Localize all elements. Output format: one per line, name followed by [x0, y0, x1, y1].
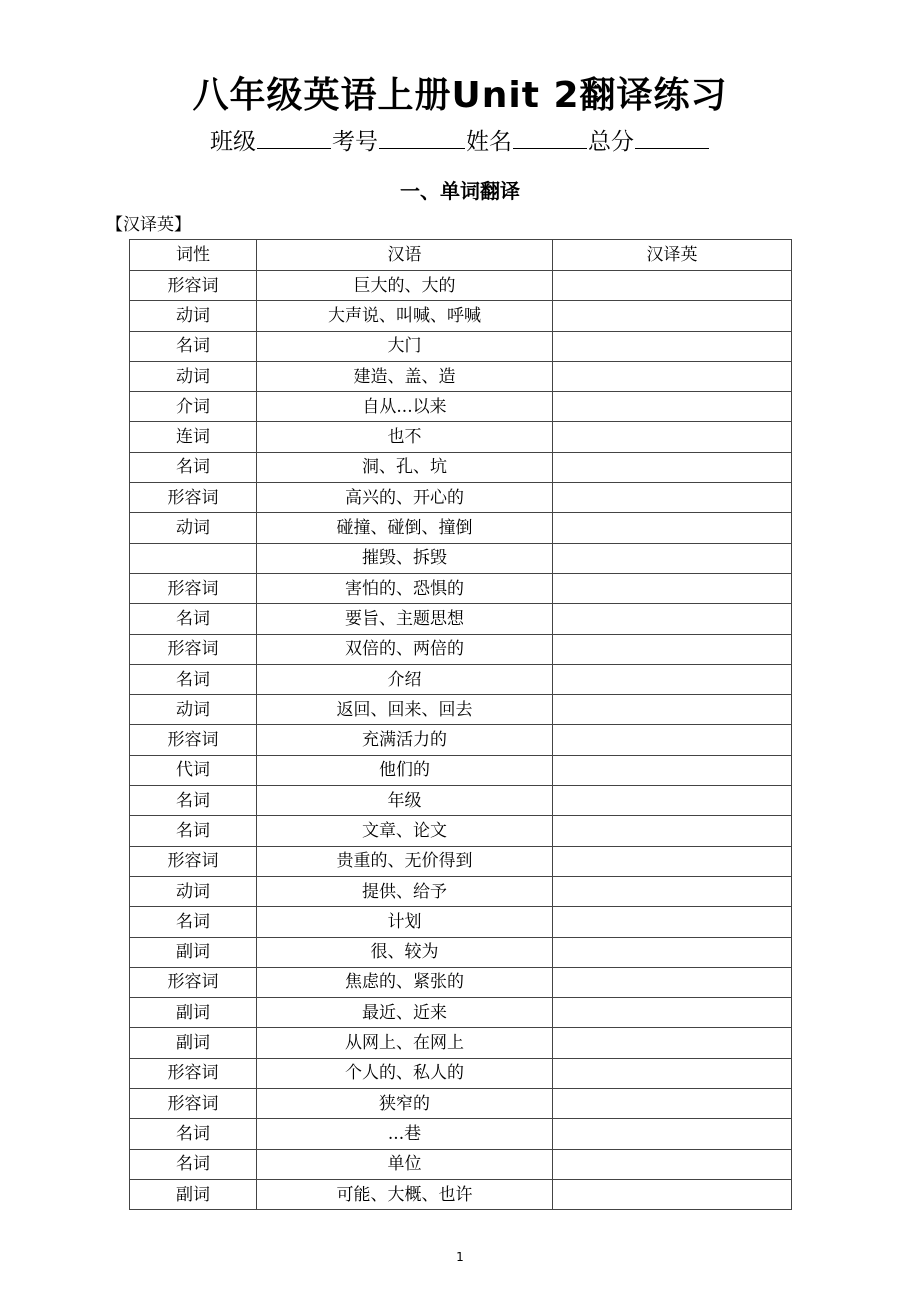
- part-of-speech-cell: 名词: [130, 907, 257, 937]
- chinese-cell: 高兴的、开心的: [257, 483, 553, 513]
- table-row: [130, 664, 792, 694]
- table-row: [130, 876, 792, 906]
- english-answer-cell[interactable]: [553, 695, 792, 725]
- exam-number-label: 考号: [332, 129, 378, 155]
- section-title: 一、单词翻译: [400, 179, 520, 203]
- exam-number-blank[interactable]: [379, 126, 465, 149]
- part-of-speech-cell: 副词: [130, 998, 257, 1028]
- chinese-cell: 很、较为: [257, 937, 553, 967]
- chinese-cell: ...巷: [257, 1119, 553, 1149]
- chinese-cell: 文章、论文: [257, 816, 553, 846]
- part-of-speech-cell: 副词: [130, 1179, 257, 1209]
- table-row: [130, 755, 792, 785]
- part-of-speech-cell: 动词: [130, 301, 257, 331]
- class-blank[interactable]: [257, 126, 331, 149]
- table-row: [130, 695, 792, 725]
- total-score-blank[interactable]: [635, 126, 709, 149]
- part-of-speech-cell: [130, 543, 257, 573]
- part-of-speech-cell: 形容词: [130, 271, 257, 301]
- table-row: [130, 301, 792, 331]
- table-row: [130, 452, 792, 482]
- part-of-speech-cell: 形容词: [130, 967, 257, 997]
- part-of-speech-cell: 形容词: [130, 725, 257, 755]
- table-row: [130, 1058, 792, 1088]
- table-row: [130, 907, 792, 937]
- part-of-speech-cell: 动词: [130, 695, 257, 725]
- chinese-cell: 年级: [257, 786, 553, 816]
- chinese-cell: 要旨、主题思想: [257, 604, 553, 634]
- table-row: [130, 725, 792, 755]
- chinese-cell: 洞、孔、坑: [257, 452, 553, 482]
- chinese-cell: 大门: [257, 331, 553, 361]
- chinese-cell: 最近、近来: [257, 998, 553, 1028]
- part-of-speech-cell: 形容词: [130, 573, 257, 603]
- page-title: 八年级英语上册Unit 2翻译练习: [192, 75, 728, 116]
- english-answer-cell[interactable]: [553, 392, 792, 422]
- chinese-cell: 大声说、叫喊、呼喊: [257, 301, 553, 331]
- chinese-cell: 提供、给予: [257, 876, 553, 906]
- part-of-speech-cell: 介词: [130, 392, 257, 422]
- part-of-speech-cell: 动词: [130, 513, 257, 543]
- part-of-speech-cell: 形容词: [130, 483, 257, 513]
- part-of-speech-cell: 形容词: [130, 634, 257, 664]
- chinese-cell: 自从...以来: [257, 392, 553, 422]
- english-answer-cell[interactable]: [553, 1149, 792, 1179]
- english-answer-cell[interactable]: [553, 361, 792, 391]
- table-row: [130, 967, 792, 997]
- chinese-cell: 返回、回来、回去: [257, 695, 553, 725]
- table-row: [130, 513, 792, 543]
- english-answer-cell[interactable]: [553, 452, 792, 482]
- table-row: [130, 846, 792, 876]
- part-of-speech-cell: 副词: [130, 1028, 257, 1058]
- table-row: [130, 1179, 792, 1209]
- table-row: [130, 937, 792, 967]
- table-row: [130, 634, 792, 664]
- table-row: [130, 483, 792, 513]
- part-of-speech-cell: 形容词: [130, 1089, 257, 1119]
- english-answer-cell[interactable]: [553, 664, 792, 694]
- english-answer-cell[interactable]: [553, 1089, 792, 1119]
- table-row: [130, 271, 792, 301]
- part-of-speech-cell: 名词: [130, 331, 257, 361]
- chinese-cell: 狭窄的: [257, 1089, 553, 1119]
- chinese-cell: 害怕的、恐惧的: [257, 573, 553, 603]
- chinese-cell: 贵重的、无价得到: [257, 846, 553, 876]
- table-row: [130, 392, 792, 422]
- english-answer-cell[interactable]: [553, 967, 792, 997]
- english-answer-cell[interactable]: [553, 513, 792, 543]
- part-of-speech-cell: 动词: [130, 361, 257, 391]
- table-row: [130, 331, 792, 361]
- part-of-speech-cell: 名词: [130, 452, 257, 482]
- name-label: 姓名: [466, 129, 512, 155]
- english-answer-cell[interactable]: [553, 483, 792, 513]
- table-row: [130, 422, 792, 452]
- class-label: 班级: [210, 129, 256, 155]
- english-answer-cell[interactable]: [553, 634, 792, 664]
- english-answer-cell[interactable]: [553, 301, 792, 331]
- english-answer-cell[interactable]: [553, 846, 792, 876]
- chinese-cell: 双倍的、两倍的: [257, 634, 553, 664]
- chinese-cell: 碰撞、碰倒、撞倒: [257, 513, 553, 543]
- chinese-cell: 也不: [257, 422, 553, 452]
- chinese-cell: 充满活力的: [257, 725, 553, 755]
- chinese-cell: 他们的: [257, 755, 553, 785]
- table-row: [130, 1028, 792, 1058]
- english-answer-cell[interactable]: [553, 573, 792, 603]
- table-row: [130, 1119, 792, 1149]
- english-answer-cell[interactable]: [553, 271, 792, 301]
- english-answer-cell[interactable]: [553, 1119, 792, 1149]
- english-answer-cell[interactable]: [553, 1179, 792, 1209]
- chinese-cell: 建造、盖、造: [257, 361, 553, 391]
- english-answer-cell[interactable]: [553, 876, 792, 906]
- chinese-cell: 可能、大概、也许: [257, 1179, 553, 1209]
- page-number: 1: [456, 1250, 464, 1264]
- chinese-cell: 计划: [257, 907, 553, 937]
- english-answer-cell[interactable]: [553, 1058, 792, 1088]
- chinese-cell: 从网上、在网上: [257, 1028, 553, 1058]
- chinese-cell: 介绍: [257, 664, 553, 694]
- part-of-speech-cell: 名词: [130, 786, 257, 816]
- part-of-speech-cell: 副词: [130, 937, 257, 967]
- english-answer-cell[interactable]: [553, 604, 792, 634]
- part-of-speech-cell: 名词: [130, 816, 257, 846]
- table-row: [130, 543, 792, 573]
- name-blank[interactable]: [513, 126, 587, 149]
- english-answer-cell[interactable]: [553, 816, 792, 846]
- english-answer-cell[interactable]: [553, 543, 792, 573]
- subheading: 【汉译英】: [106, 215, 191, 235]
- table-row: [130, 573, 792, 603]
- english-answer-cell[interactable]: [553, 755, 792, 785]
- part-of-speech-cell: 代词: [130, 755, 257, 785]
- header-chinese: 汉语: [257, 240, 553, 271]
- header-english: 汉译英: [553, 240, 792, 271]
- table-row: [130, 361, 792, 391]
- english-answer-cell[interactable]: [553, 998, 792, 1028]
- chinese-cell: 巨大的、大的: [257, 271, 553, 301]
- table-row: [130, 816, 792, 846]
- english-answer-cell[interactable]: [553, 786, 792, 816]
- part-of-speech-cell: 名词: [130, 664, 257, 694]
- table-row: [130, 1089, 792, 1119]
- part-of-speech-cell: 连词: [130, 422, 257, 452]
- english-answer-cell[interactable]: [553, 331, 792, 361]
- table-header-row: [130, 240, 792, 271]
- header-part-of-speech: 词性: [130, 240, 257, 271]
- chinese-cell: 单位: [257, 1149, 553, 1179]
- part-of-speech-cell: 名词: [130, 1119, 257, 1149]
- table-row: [130, 998, 792, 1028]
- part-of-speech-cell: 名词: [130, 604, 257, 634]
- student-info-line: [0, 124, 920, 160]
- table-row: [130, 786, 792, 816]
- part-of-speech-cell: 动词: [130, 876, 257, 906]
- chinese-cell: 焦虑的、紧张的: [257, 967, 553, 997]
- english-answer-cell[interactable]: [553, 422, 792, 452]
- vocabulary-table: [129, 239, 792, 1210]
- total-score-label: 总分: [588, 129, 634, 155]
- chinese-cell: 个人的、私人的: [257, 1058, 553, 1088]
- part-of-speech-cell: 形容词: [130, 846, 257, 876]
- part-of-speech-cell: 形容词: [130, 1058, 257, 1088]
- chinese-cell: 摧毁、拆毁: [257, 543, 553, 573]
- english-answer-cell[interactable]: [553, 937, 792, 967]
- table-row: [130, 1149, 792, 1179]
- english-answer-cell[interactable]: [553, 1028, 792, 1058]
- part-of-speech-cell: 名词: [130, 1149, 257, 1179]
- table-row: [130, 604, 792, 634]
- english-answer-cell[interactable]: [553, 907, 792, 937]
- english-answer-cell[interactable]: [553, 725, 792, 755]
